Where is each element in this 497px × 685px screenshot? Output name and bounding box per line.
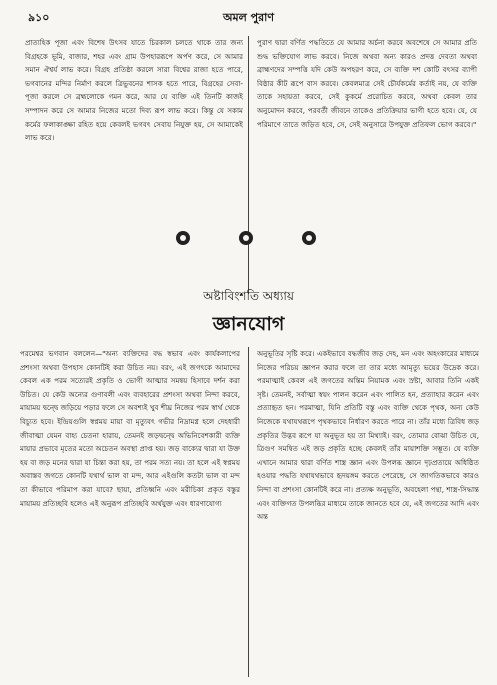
chapter-title: জ্ঞানযোগ <box>212 313 285 335</box>
page-number: ৯১০ <box>28 11 50 24</box>
bottom-left-column: পরমেশ্বর ভগবান বললেন—"অন্য ব্যক্তিদের বদ্ধ স্বভাব এবং কার্যকলাপের প্রশংসা অথবা উপহাস কোনটিই করা উচিত নয়। বরং, এই জগৎকে আমাদের কেবল এক পরম সত্যেরই প্রকৃতি ও ভোগী আত্মার সমন্বয় হিসাবে দর্শন করা উচিত। যে কেউ অন্যের গুণাবলী এবং ব্যবহারের প্রশংসা অথবা নিন্দা করবে, মায়াময় দ্বন্দ্বে জড়িয়ে পড়ার ফলে সে অবশ্যই খুব শীঘ্র নিজের পরম স্বার্থ থেকে বিচ্যুত হবে। ইন্দ্রিয়গুলি স্বপ্নময় মায়া বা মৃত্যুবৎ গভীর নিদ্রামগ্ন হলে দেহধারী জীবাত্মা যেমন বাহ্য চেতনা হারায়, তেমনই জড়দ্বন্দ্বে অভিনিবেশকারী ব্যক্তি মায়ার প্রভাবে মৃতের মতো অচেতন অবস্থা প্রাপ্ত হয়। জড় বাক্যের দ্বারা যা উক্ত হয় বা জড় মনের দ্বারা যা চিন্তা করা হয়, তা পরম সত্য নয়। তা হলে এই স্বপ্নময় অবাস্তব জগতে কোনটি যথার্থ ভাল বা মন্দ, আর এইগুলি কতটা ভাল বা মন্দ তা কীভাবে পরিমাপ করা যাবে? ছায়া, প্রতিধ্বনি এবং মরীচিকা প্রকৃত বস্তুর মায়াময় প্রতিচ্ছবি হলেও এই অনুরূপ প্রতিচ্ছবি অর্থযুক্ত এবং ধারণাযোগ্য <box>20 349 240 508</box>
column-divider-top <box>248 36 249 294</box>
running-header-title: অমল পুরাণ <box>222 11 275 24</box>
top-left-column: প্রাত্যহিক পূজা এবং বিশেষ উৎসব যাতে চিরকাল চলতে থাকে তার জন্য বিগ্রহকে ভূমি, বাজার, শহর এবং গ্রাম উপহাররূপে অর্পণ করে, সে আমার সমান ঐশ্বর্য লাভ করে। বিগ্রহ প্রতিষ্ঠা করলে সারা বিশ্বের রাজা হতে পারে, ভগবানের মন্দির নির্মাণ করলে ত্রিভুবনের শাসক হতে পারে, বিগ্রহের সেবা-পূজা করলে সে ব্রহ্মলোকে গমন করে, আর যে ব্যক্তি এই তিনটি কাজই সম্পাদন করে সে আমার নিজের মতো দিব্য রূপ লাভ করে। কিন্তু যে সকাম কর্মের ফলাকাঙ্ক্ষা রহিত হয়ে কেবলই ভগবৎ সেবায় নিযুক্ত হয়, সে আমাকেই লাভ করে। <box>25 38 243 143</box>
chapter-subtitle: অষ্টাবিংশতি অধ্যায় <box>203 289 294 303</box>
top-right-column: পুরাণ দ্বারা বর্ণিত পদ্ধতিতে যে আমার অর্চনা করবে অবশেষে সে আমার প্রতি শুদ্ধ ভক্তিযোগ লাভ করবে। নিজে অথবা অন্য কারও প্রদত্ত দেবতা অথবা ব্রাহ্মণদের সম্পত্তি যদি কেউ অপহরণ করে, সে ব্যক্তি দশ কোটি বৎসর ব্যাপী বিষ্ঠার কীট রূপে বাস করবে। কেবলমাত্র সেই চৌর্যকর্মের কর্তাই নয়, যে ব্যক্তি তাকে সহায়তা করবে, সেই কুকর্মে প্ররোচিত করবে, অথবা কেবল তার অনুমোদন করবে, পরবর্তী জীবনে তাকেও প্রতিক্রিয়ার ভাগী হতে হবে। যে, যে পরিমাণে তাতে জড়িত হবে, সে, সেই অনুসারে উপযুক্ত প্রতিফল ভোগ করবে।" <box>257 38 477 129</box>
ornament-icon <box>302 231 316 245</box>
ornament-icon <box>176 231 190 245</box>
column-divider-bottom <box>248 347 249 677</box>
bottom-right-column: অনুভূতির সৃষ্টি করে। একইভাবে বদ্ধজীব জড় দেহ, মন এবং অহংকারের মাধ্যমে নিজের পরিচয় জ্ঞাপন করার ফলে তা তার মধ্যে আমৃত্যু ভয়ের উদ্রেক করে। পরমাত্মাই কেবল এই জগতের অন্তিম নিয়ামক এবং স্রষ্টা, আবার তিনি একই সৃষ্ট। তেমনই, সর্বাত্মা স্বয়ং পালন করেন এবং পালিত হন, প্রত্যাহার করেন এবং প্রত্যাহৃত হন। পরমাত্মা, যিনি প্রতিটি বস্তু এবং ব্যক্তি থেকে পৃথক, অন্য কেউ নিজেকে যথাযথরূপে পৃথকভাবে নির্ধারণ করতে পারে না। তাঁর মধ্যে ত্রিবিধ জড় প্রকৃতির উদ্ভব রূপে যা অনুভূত হয় তা মিথ্যাই। বরং, তোমার বোঝা উচিত যে, ত্রিগুণ সমন্বিত এই জড় প্রকৃতি হচ্ছে কেবলই তাঁর মায়াশক্তি সম্ভূত। যে ব্যক্তি এখানে আমার দ্বারা বর্ণিত শাস্ত্র জ্ঞান এবং উপলব্ধ জ্ঞানে দৃঢ়প্রত্যয়ে অধিষ্ঠিত হওয়ার পদ্ধতি যথাযথভাবে হৃদয়ঙ্গম করতে পেরেছে, সে জাগতিকভাবে কারও নিন্দা বা প্রশংসা কোনটিই করে না। প্রত্যক্ষ অনুভূতি, অবহেলা পন্থা, শাস্ত্র-সিদ্ধান্ত এবং ব্যক্তিগত উপলব্ধির মাধ্যমে তাকে জানতে হবে যে, এই জগতের আদি এবং অন্ত <box>257 349 479 522</box>
ornament-icon <box>239 231 253 245</box>
